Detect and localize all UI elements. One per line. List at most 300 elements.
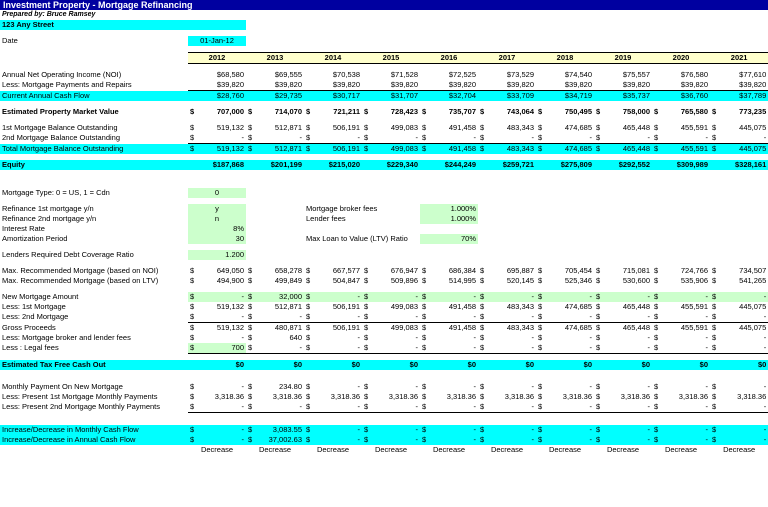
cell: 491,458 [428, 144, 478, 155]
cell: $275,809 [536, 160, 594, 170]
cell: - [196, 425, 246, 435]
cell: $77,610 [739, 70, 767, 79]
cell: 649,050 [216, 266, 244, 275]
cell: 3,318.36 [388, 392, 418, 401]
currency-symbol: $ [190, 333, 195, 342]
cell: 499,849 [274, 276, 302, 285]
currency-symbol: $ [538, 382, 543, 391]
cell: 483,343 [486, 144, 536, 155]
cell: $35,737 [594, 91, 652, 102]
cell: - [254, 133, 304, 144]
currency-symbol: $ [364, 302, 369, 311]
mortgage-type-input[interactable]: 0 [188, 188, 246, 198]
currency-symbol: $ [190, 292, 195, 301]
row-label-mortgage-payments: Less: Mortgage Payments and Repairs [2, 80, 132, 90]
cell: - [241, 382, 244, 391]
broker-fees-input[interactable]: 1.000% [420, 204, 478, 214]
currency-symbol: $ [654, 382, 659, 391]
currency-symbol: $ [422, 382, 427, 391]
cell: $0 [536, 360, 594, 370]
currency-symbol: $ [480, 302, 485, 311]
currency-symbol: $ [538, 133, 543, 142]
currency-symbol: $ [712, 402, 717, 411]
cell: $229,340 [362, 160, 420, 170]
currency-symbol: $ [306, 382, 311, 391]
currency-symbol: $ [596, 343, 601, 352]
currency-symbol: $ [190, 425, 195, 434]
cell: $0 [304, 360, 362, 370]
table-row [0, 333, 768, 343]
currency-symbol: $ [190, 144, 195, 153]
cell: - [602, 402, 652, 413]
cell: 445,075 [718, 144, 768, 155]
ltv-input[interactable]: 70% [420, 234, 478, 244]
decrease-label: Decrease [316, 445, 350, 454]
cell: 455,591 [660, 144, 710, 155]
cell: - [473, 382, 476, 391]
cell: - [254, 402, 304, 413]
date-row [0, 36, 768, 46]
currency-symbol: $ [596, 425, 601, 434]
currency-symbol: $ [248, 323, 253, 332]
cell: - [763, 382, 767, 391]
cell: $74,540 [564, 70, 592, 79]
cell: - [718, 425, 768, 435]
cell: 494,900 [216, 276, 244, 285]
cell: 465,448 [622, 323, 650, 332]
year-header-2016: 2016 [420, 53, 478, 64]
table-row [0, 302, 768, 312]
blank [246, 234, 304, 244]
cell: - [370, 425, 420, 435]
cell: - [312, 343, 362, 354]
cell: 525,346 [564, 276, 592, 285]
year-header-2012: 2012 [188, 53, 246, 64]
decrease-label: Decrease [548, 445, 582, 454]
currency-symbol: $ [712, 333, 717, 342]
currency-symbol: $ [538, 323, 543, 332]
cell: - [370, 312, 420, 323]
cell: - [718, 402, 768, 413]
cell: 3,083.55 [254, 425, 304, 435]
cell: $39,820 [652, 80, 710, 91]
row-label-total-mortgage-balance: Total Mortgage Balance Outstanding [0, 144, 188, 155]
currency-symbol: $ [306, 343, 311, 352]
cell: $0 [246, 360, 304, 370]
currency-symbol: $ [654, 276, 659, 285]
cell: $328,161 [710, 160, 768, 170]
row-label-increase-annual: Increase/Decrease in Annual Cash Flow [0, 435, 188, 445]
cell: - [428, 133, 478, 144]
currency-symbol: $ [422, 133, 427, 142]
cell: - [589, 382, 592, 391]
currency-symbol: $ [654, 323, 659, 332]
interest-rate-input[interactable]: 8% [188, 224, 246, 234]
currency-symbol: $ [538, 392, 543, 401]
currency-symbol: $ [712, 107, 717, 116]
cell: 3,318.36 [504, 392, 534, 401]
row-label-less-1st-monthly: Less: Present 1st Mortgage Monthly Payments [2, 392, 158, 401]
row-label-tax-free-cash-out: Estimated Tax Free Cash Out [0, 360, 188, 370]
currency-symbol: $ [654, 312, 659, 321]
row-label-noi: Annual Net Operating Income (NOI) [2, 70, 122, 79]
cell: 37,002.63 [254, 435, 304, 445]
currency-symbol: $ [712, 435, 717, 444]
currency-symbol: $ [596, 333, 601, 342]
currency-symbol: $ [712, 312, 717, 321]
currency-symbol: $ [480, 133, 485, 142]
cell: 3,318.36 [446, 392, 476, 401]
currency-symbol: $ [654, 302, 659, 311]
row-label-current-cash-flow: Current Annual Cash Flow [0, 91, 188, 102]
cell: 743,064 [506, 107, 534, 116]
cell: $39,820 [478, 80, 536, 91]
currency-symbol: $ [480, 276, 485, 285]
currency-symbol: $ [248, 382, 253, 391]
currency-symbol: $ [538, 123, 543, 132]
dcr-input[interactable]: 1.200 [188, 250, 246, 260]
table-row [0, 160, 768, 170]
blank [246, 214, 304, 224]
currency-symbol: $ [422, 144, 427, 153]
cell: - [718, 312, 768, 323]
cell: 234.80 [279, 382, 302, 391]
currency-symbol: $ [306, 425, 311, 434]
currency-symbol: $ [190, 402, 195, 411]
cell: 707,000 [216, 107, 244, 116]
cell: - [660, 402, 710, 413]
currency-symbol: $ [596, 266, 601, 275]
cell: 695,887 [506, 266, 534, 275]
cell: 3,318.36 [737, 392, 767, 401]
currency-symbol: $ [190, 123, 195, 132]
currency-symbol: $ [654, 107, 659, 116]
currency-symbol: $ [306, 435, 311, 444]
cell: 491,458 [448, 123, 476, 132]
currency-symbol: $ [422, 266, 427, 275]
new-mortgage-input[interactable]: 32,000 [254, 292, 304, 302]
currency-symbol: $ [480, 266, 485, 275]
decrease-label: Decrease [374, 445, 408, 454]
date-value[interactable]: 01-Jan-12 [188, 36, 246, 46]
currency-symbol: $ [364, 402, 369, 411]
cell: - [428, 435, 478, 445]
cell: $34,719 [536, 91, 594, 102]
cell: - [544, 425, 594, 435]
cell: - [428, 312, 478, 323]
refinance-2nd-input[interactable]: n [188, 214, 246, 224]
lender-fees-input[interactable]: 1.000% [420, 214, 478, 224]
currency-symbol: $ [422, 123, 427, 132]
year-header-2021: 2021 [710, 53, 768, 64]
new-mortgage-input[interactable]: - [602, 292, 652, 302]
cell: - [196, 435, 246, 445]
table-row [0, 133, 768, 144]
cell: - [589, 333, 592, 342]
cell: $0 [594, 360, 652, 370]
new-mortgage-input[interactable]: - [660, 292, 710, 302]
currency-symbol: $ [538, 266, 543, 275]
cell: - [357, 333, 360, 342]
cell: 499,083 [390, 123, 418, 132]
cell: - [718, 133, 768, 144]
currency-symbol: $ [190, 392, 195, 401]
blank [246, 36, 768, 46]
cell: 474,685 [564, 302, 592, 311]
table-row [0, 425, 768, 435]
currency-symbol: $ [654, 425, 659, 434]
currency-symbol: $ [712, 123, 717, 132]
cell: $71,528 [390, 70, 418, 79]
cell: 455,591 [680, 123, 708, 132]
cell: - [705, 382, 708, 391]
new-mortgage-input[interactable]: - [196, 292, 246, 302]
year-header-2014: 2014 [304, 53, 362, 64]
currency-symbol: $ [190, 435, 195, 444]
currency-symbol: $ [480, 425, 485, 434]
currency-symbol: $ [190, 276, 195, 285]
currency-symbol: $ [712, 323, 717, 332]
currency-symbol: $ [364, 292, 369, 301]
table-row [0, 435, 768, 445]
cell: 765,580 [680, 107, 708, 116]
row-label-market-value: Estimated Property Market Value [2, 107, 119, 116]
cell: - [531, 333, 534, 342]
cell: 658,278 [274, 266, 302, 275]
currency-symbol: $ [654, 333, 659, 342]
cell: 483,343 [506, 323, 534, 332]
currency-symbol: $ [712, 266, 717, 275]
cell: - [660, 343, 710, 354]
currency-symbol: $ [248, 312, 253, 321]
currency-symbol: $ [190, 302, 195, 311]
currency-symbol: $ [538, 343, 543, 352]
cell: $39,820 [594, 80, 652, 91]
currency-symbol: $ [596, 392, 601, 401]
new-mortgage-input[interactable]: - [312, 292, 362, 302]
cell: $32,704 [420, 91, 478, 102]
row-label-new-mortgage-amount: New Mortgage Amount [2, 292, 79, 301]
legal-fees-input[interactable]: 700 [196, 343, 246, 354]
cell: 506,191 [312, 144, 362, 155]
currency-symbol: $ [712, 382, 717, 391]
cell: - [254, 343, 304, 354]
currency-symbol: $ [422, 107, 427, 116]
table-row [0, 91, 768, 102]
currency-symbol: $ [248, 333, 253, 342]
cell: - [312, 133, 362, 144]
currency-symbol: $ [190, 382, 195, 391]
property-address[interactable]: 123 Any Street [0, 20, 246, 30]
table-row[interactable] [0, 292, 768, 302]
currency-symbol: $ [654, 402, 659, 411]
cell: $28,760 [188, 91, 246, 102]
cell: 714,070 [274, 107, 302, 116]
cell: - [602, 343, 652, 354]
cell: - [428, 425, 478, 435]
currency-symbol: $ [654, 343, 659, 352]
currency-symbol: $ [480, 382, 485, 391]
currency-symbol: $ [422, 333, 427, 342]
cell: - [196, 312, 246, 323]
cell: 530,600 [622, 276, 650, 285]
ltv-label: Max Loan to Value (LTV) Ratio [306, 234, 408, 243]
cell: $39,820 [304, 80, 362, 91]
blank [478, 204, 768, 214]
cell: 512,871 [274, 302, 302, 311]
new-mortgage-input[interactable]: - [718, 292, 768, 302]
cell: $36,760 [652, 91, 710, 102]
cell: $215,020 [304, 160, 362, 170]
currency-symbol: $ [654, 123, 659, 132]
cell: - [602, 133, 652, 144]
currency-symbol: $ [712, 392, 717, 401]
currency-symbol: $ [712, 133, 717, 142]
new-mortgage-input[interactable]: - [370, 292, 420, 302]
cell: - [705, 333, 708, 342]
currency-symbol: $ [480, 323, 485, 332]
row-label-monthly-payment-new: Monthly Payment On New Mortgage [2, 382, 123, 391]
currency-symbol: $ [480, 312, 485, 321]
cell: - [660, 435, 710, 445]
currency-symbol: $ [422, 435, 427, 444]
cell: - [486, 312, 536, 323]
cell: - [428, 343, 478, 354]
input-row [0, 250, 768, 260]
currency-symbol: $ [248, 107, 253, 116]
cell: 509,896 [390, 276, 418, 285]
currency-symbol: $ [538, 333, 543, 342]
cell: 535,906 [680, 276, 708, 285]
currency-symbol: $ [538, 107, 543, 116]
table-row [0, 123, 768, 133]
currency-symbol: $ [306, 276, 311, 285]
currency-symbol: $ [422, 302, 427, 311]
cell: - [370, 435, 420, 445]
year-header-row [0, 53, 768, 64]
cell: 705,454 [564, 266, 592, 275]
cell: $244,249 [420, 160, 478, 170]
cell: 3,318.36 [272, 392, 302, 401]
currency-symbol: $ [364, 266, 369, 275]
cell: $37,789 [710, 91, 768, 102]
cell: 686,384 [448, 266, 476, 275]
cell: 734,507 [739, 266, 767, 275]
cell: - [370, 343, 420, 354]
input-row [0, 234, 768, 244]
cell: - [660, 133, 710, 144]
currency-symbol: $ [712, 302, 717, 311]
cell: 520,145 [506, 276, 534, 285]
currency-symbol: $ [422, 323, 427, 332]
cell: - [718, 343, 768, 354]
currency-symbol: $ [654, 435, 659, 444]
table-row [0, 276, 768, 286]
new-mortgage-input[interactable]: - [544, 292, 594, 302]
currency-symbol: $ [538, 435, 543, 444]
currency-symbol: $ [422, 312, 427, 321]
blank [478, 214, 768, 224]
cell: - [473, 333, 476, 342]
currency-symbol: $ [248, 343, 253, 352]
year-header-2019: 2019 [594, 53, 652, 64]
cell: - [660, 425, 710, 435]
currency-symbol: $ [654, 133, 659, 142]
currency-symbol: $ [190, 323, 195, 332]
cell: $73,529 [506, 70, 534, 79]
cell: $0 [420, 360, 478, 370]
currency-symbol: $ [306, 323, 311, 332]
cell: $0 [710, 360, 768, 370]
currency-symbol: $ [248, 276, 253, 285]
refinance-1st-input[interactable]: y [188, 204, 246, 214]
currency-symbol: $ [538, 302, 543, 311]
cell: $39,820 [246, 80, 304, 91]
cell: 514,995 [448, 276, 476, 285]
blank [246, 250, 768, 260]
currency-symbol: $ [364, 435, 369, 444]
cell: - [312, 425, 362, 435]
cell: 721,211 [333, 107, 360, 116]
table-row [0, 343, 768, 354]
currency-symbol: $ [306, 107, 311, 116]
currency-symbol: $ [306, 333, 311, 342]
refinance-1st-label: Refinance 1st mortgage y/n [2, 204, 94, 213]
broker-fees-label: Mortgage broker fees [306, 204, 378, 213]
cell: 455,591 [680, 302, 708, 311]
blank [246, 188, 768, 198]
cell: - [718, 435, 768, 445]
cell: 728,423 [390, 107, 418, 116]
new-mortgage-input[interactable]: - [486, 292, 536, 302]
blank [0, 53, 188, 64]
currency-symbol: $ [654, 266, 659, 275]
currency-symbol: $ [538, 425, 543, 434]
cell: - [357, 382, 360, 391]
cell: 483,343 [506, 123, 534, 132]
blank [246, 20, 768, 30]
currency-symbol: $ [190, 343, 195, 352]
currency-symbol: $ [596, 382, 601, 391]
amortization-input[interactable]: 30 [188, 234, 246, 244]
cell: $292,552 [594, 160, 652, 170]
cell: 465,448 [622, 302, 650, 311]
currency-symbol: $ [248, 402, 253, 411]
currency-symbol: $ [654, 392, 659, 401]
cell: 3,318.36 [562, 392, 592, 401]
cell: - [602, 312, 652, 323]
prepared-by: Prepared by: Bruce Ramsey [2, 11, 96, 18]
decrease-label: Decrease [723, 445, 756, 454]
date-label: Date [2, 36, 18, 45]
cell: - [428, 402, 478, 413]
cell: - [486, 133, 536, 144]
cell: - [370, 133, 420, 144]
currency-symbol: $ [596, 123, 601, 132]
cell: $29,735 [246, 91, 304, 102]
currency-symbol: $ [248, 144, 253, 153]
cell: 491,458 [448, 323, 476, 332]
input-row [0, 224, 768, 234]
cell: - [486, 402, 536, 413]
decrease-label: Decrease [258, 445, 292, 454]
cell: - [544, 133, 594, 144]
currency-symbol: $ [596, 302, 601, 311]
table-row [0, 80, 768, 91]
new-mortgage-input[interactable]: - [428, 292, 478, 302]
currency-symbol: $ [538, 292, 543, 301]
table-row [0, 144, 768, 155]
